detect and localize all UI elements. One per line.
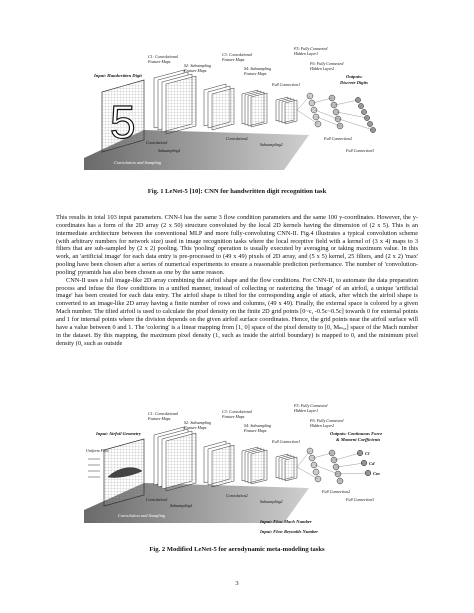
figure-1-lenet5-diagram xyxy=(84,40,390,180)
outputs-sublabel: & Moment Coefficients xyxy=(336,437,381,442)
s2-sublabel: Feature Maps xyxy=(184,425,207,430)
c1-label: C1: Convolutional xyxy=(148,54,178,59)
f5-hidden-layer xyxy=(307,93,321,127)
convolution2-label: Convolution2 xyxy=(226,136,248,141)
s2-feature-maps xyxy=(204,441,234,487)
outputs-label: Outputs: xyxy=(346,74,363,79)
paragraph-1: This results in total 103 input parameters. CNN-I has the same 3 flow condition parameters and the same 100 y-coordinates. However, the y-coordinates has a form of the 2D array (2 x 50) structure convoluted by the local 2D kernels having the dimension of (2 x 5). This is an intermediate architecture between the conventional MLP and more fully-convoluting CNN-II. Fig.4 illustrates a typical convolution scheme (with arbitrary numbers for network size) used in image recognition tasks where the local receptive field with a kernel of (3 x 4) maps to 3 filters that are sub-sampled by (2 x 2) pooling. This 'pooling' operation is usually executed by averaging or taking maximum value. In this work, an 'artificial image' for each data entry is pre-processed to (49 x 49) pixels of 2D array, and (5 x 5) kernel, 25 filters, and (2 x 2) 'max' pooling have been chosen after a series of numerical experiments to ensure a reasonable prediction performance. The number of 'convolution-pooling' pyramids has also been chosen as one by the same reason. xyxy=(56,214,418,276)
figure-2-caption: Fig. 2 Modified LeNet-5 for aerodynamic meta-modeling tasks xyxy=(149,546,325,553)
c1-feature-maps xyxy=(154,70,196,134)
convolution1-label: Convolution1 xyxy=(146,140,168,145)
c3-sublabel: Feature Maps xyxy=(222,414,245,419)
subsampling2-label: Subsampling2 xyxy=(260,142,283,147)
subsampling2-label: Subsampling2 xyxy=(260,499,283,504)
f6-label: F6: Fully Connected xyxy=(310,61,344,66)
mach-input-label: Input: Flow Mach Number xyxy=(260,519,312,524)
s2-label: S2: Subsampling xyxy=(184,63,211,68)
f6-hidden-layer xyxy=(329,95,343,129)
output-neurons xyxy=(355,97,375,132)
flow-arrows xyxy=(88,459,100,477)
outputs-label: Outputs: Continuous Force xyxy=(330,431,383,436)
digit-glyph: 5 xyxy=(110,96,136,148)
f6-label: F6: Fully Connected xyxy=(310,418,344,423)
f5-hidden-layer xyxy=(307,448,321,482)
f6-sublabel: Hidden Layer2 xyxy=(310,66,335,71)
s4-label: S4: Subsampling xyxy=(244,423,271,428)
c3-label: C3: Convolutional xyxy=(222,52,252,57)
uniform-flow-label: Uniform Flow xyxy=(86,448,109,453)
full-connection3-label: Full Connection3 xyxy=(346,148,375,153)
s2-feature-maps xyxy=(204,84,234,130)
f5-label: F5: Fully Connected xyxy=(294,403,328,408)
f5-sublabel: Hidden Layer1 xyxy=(294,51,319,56)
input-airfoil-image xyxy=(104,439,144,506)
page-number: 3 xyxy=(235,580,239,587)
full-connection2-label: Full Connection2 xyxy=(324,136,353,141)
f6-sublabel: Hidden Layer2 xyxy=(310,423,335,428)
cd-label: Cd xyxy=(369,461,375,466)
s4-feature-maps xyxy=(276,97,297,124)
cm-label: Cm xyxy=(373,471,380,476)
f5-sublabel: Hidden Layer1 xyxy=(294,408,319,413)
figure-2-modified-lenet5-diagram xyxy=(84,395,390,540)
band-label: Convolution and Sampling xyxy=(118,513,166,518)
input-label: Input: Handwritten Digit xyxy=(94,73,142,78)
c1-label: C1: Convolutional xyxy=(148,411,178,416)
body-text xyxy=(56,214,418,347)
input-image xyxy=(102,80,144,152)
c3-sublabel: Feature Maps xyxy=(222,57,245,62)
c1-sublabel: Feature Maps xyxy=(148,59,171,64)
s4-label: S4: Subsampling xyxy=(244,66,271,71)
f6-hidden-layer xyxy=(329,450,343,484)
c1-feature-maps xyxy=(154,427,196,491)
convolution1-label: Convolution1 xyxy=(146,497,168,502)
subsampling1-label: Subsampling1 xyxy=(170,503,193,508)
figure-1-caption: Fig. 1 LeNet-5 [10]: CNN for handwritten digit recognition task xyxy=(147,188,327,195)
s4-feature-maps xyxy=(276,454,297,481)
full-connection3-label: Full Connection3 xyxy=(346,497,375,502)
cl-label: Cl xyxy=(365,451,370,456)
reynolds-input-label: Input: Flow Reynolds Number xyxy=(260,529,319,534)
c1-sublabel: Feature Maps xyxy=(148,416,171,421)
c3-label: C3: Convolutional xyxy=(222,409,252,414)
s2-sublabel: Feature Maps xyxy=(184,68,207,73)
paragraph-2: CNN-II uses a full image-like 2D array combining the airfoil shape and the flow conditions. For CNN-II, to automate the data preparation process and infuse the flow conditions in a unified manner, instead of collecting or rasterizing the 'image' of an airfoil, a unique 'artificial image' has been created for each data entry. The airfoil shape is tilted for the corresponding angle of attack, after which the airfoil shape is converted to an image-like 2D array having a finite number of rows and columns, (49 x 49). Finally, the external space is colored by a given Mach number. The tilted airfoil is used to calculate the pixel density on the finite 2D grid points [0~c, -0.5c~0.5c] towards 0 for external points and 1 for internal points where the division depends on the given airfoil surface coordinates. Hence, the grid points near the airfoil surface will have a value between 0 and 1. The 'coloring' is a linear mapping from [1, 0] space of the pixel density to [0, Mₘₐₓ] space of the Mach number in the dataset. By this mapping, the maximum pixel density (1, such as inside the airfoil boundary) is mapped to 0, and the minimum pixel density (0, such as outside xyxy=(56,276,418,347)
input-label: Input: Airfoil Geometry xyxy=(96,431,142,436)
band-label: Convolution and Sampling xyxy=(114,160,162,165)
c3-feature-maps xyxy=(242,447,267,484)
s4-sublabel: Feature Maps xyxy=(244,428,267,433)
convolution2-label: Convolution2 xyxy=(226,493,248,498)
full-connection1-label: Full Connection1 xyxy=(272,82,301,87)
outputs-sublabel: Discrete Digits xyxy=(340,80,368,85)
s2-label: S2: Subsampling xyxy=(184,420,211,425)
full-connection2-label: Full Connection2 xyxy=(322,489,351,494)
s4-sublabel: Feature Maps xyxy=(244,71,267,76)
full-connection1-label: Full Connection1 xyxy=(272,439,301,444)
subsampling1-label: Subsampling1 xyxy=(158,148,181,153)
c3-feature-maps xyxy=(242,90,267,127)
f5-label: F5: Fully Connected xyxy=(294,46,328,51)
